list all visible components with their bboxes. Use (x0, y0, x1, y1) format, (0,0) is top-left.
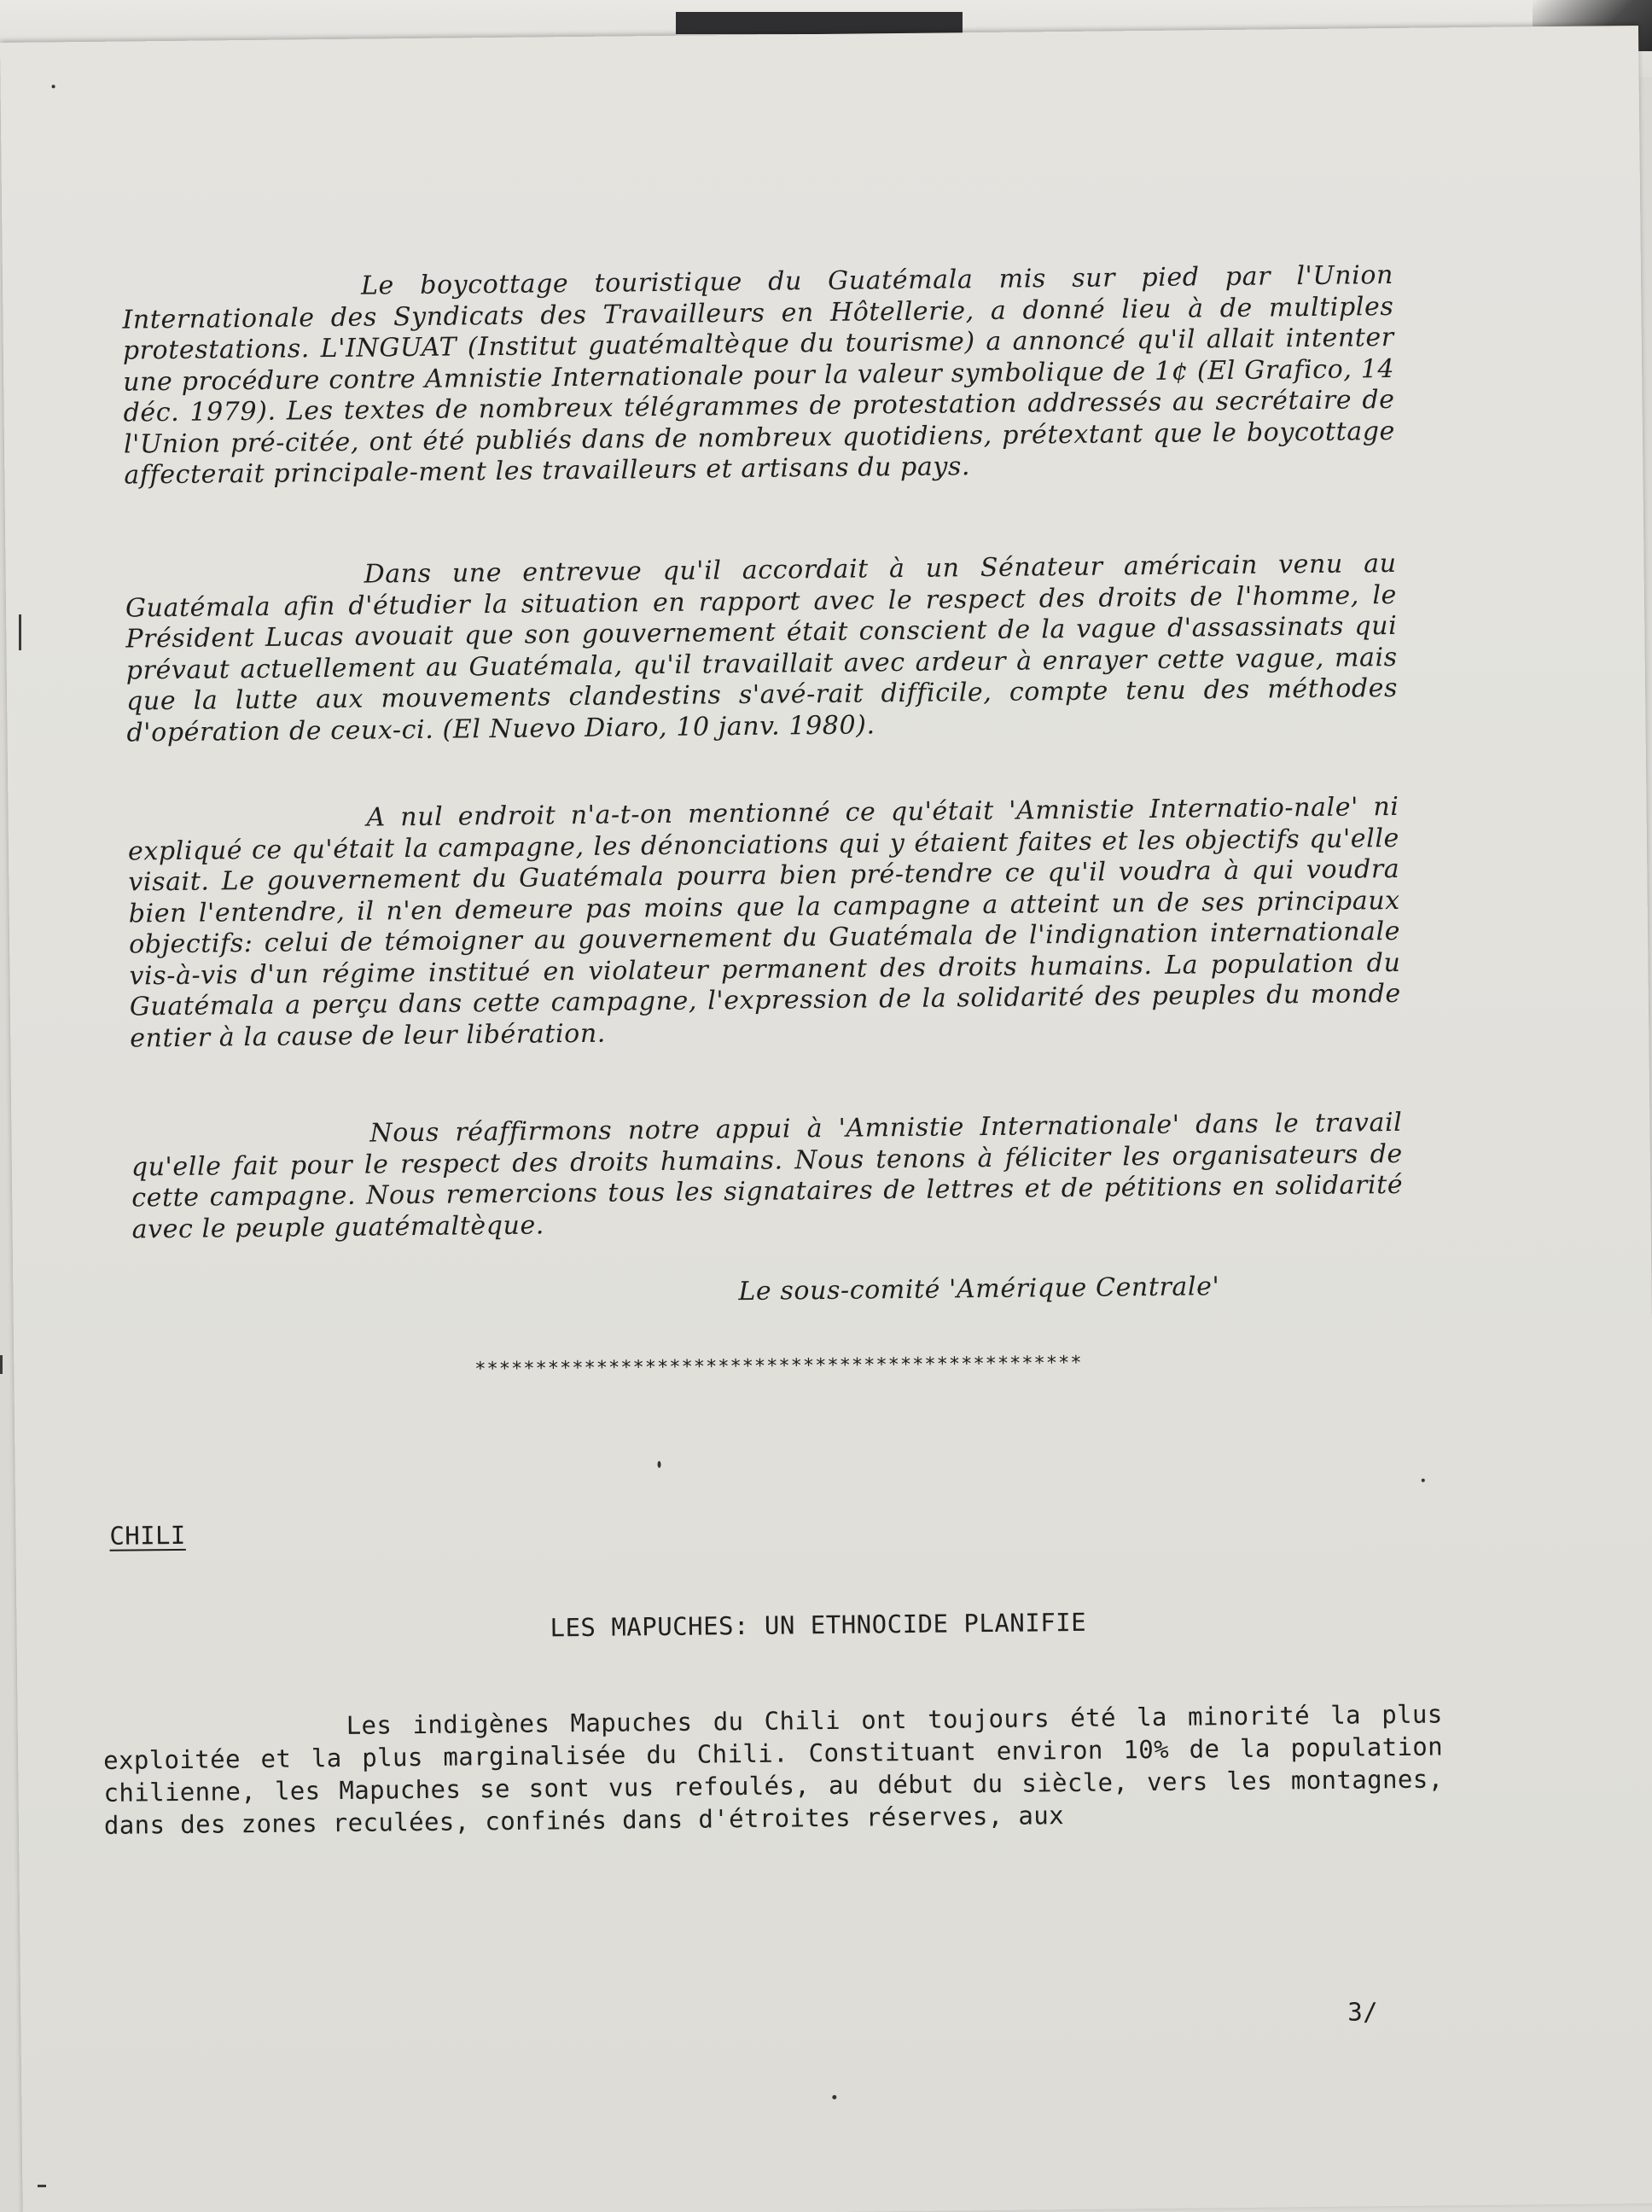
signature-line: Le sous-comité 'Amérique Centrale' (738, 1272, 1220, 1307)
paragraph-support: Nous réaffirmons notre appui à 'Amnistie Internationale' dans le travail qu'elle fait pour le respect des droits humains. Nous tenons à féliciter les organisateurs de cette campagne. Nous remercions tous les signataires de lettres et de pétitions en solidarité avec le peuple guatémaltèque. (131, 1107, 1404, 1245)
section-heading: CHILI (109, 1520, 186, 1551)
page-number: 3/ (1347, 1997, 1379, 2027)
separator-line: ************************************************** (474, 1352, 1083, 1381)
edge-mark (19, 614, 21, 650)
ink-speck (52, 84, 55, 88)
paragraph-interview: Dans une entrevue qu'il accordait à un Sénateur américain venu au Guatémala afin d'étudier la situation en rapport avec le respect des droits de l'homme, le Président Lucas avouait que son gouvernement était conscient de la vague d'assassinats qui prévaut actuellement au Guatémala, qu'il travaillait avec ardeur à enrayer cette vague, mais que la lutte aux mouvements clandestins s'avé-rait difficile, compte tenu des méthodes d'opération de ceux-ci. (El Nuevo Diaro, 10 janv. 1980). (125, 548, 1399, 748)
ink-speck (1422, 1479, 1425, 1482)
article-title: LES MAPUCHES: UN ETHNOCIDE PLANIFIE (550, 1607, 1087, 1643)
edge-mark (38, 2185, 46, 2187)
underlying-sheet-tab (676, 12, 963, 34)
ink-speck (832, 2095, 836, 2099)
paragraph-mapuches: Les indigènes Mapuches du Chili ont toujours été la minorité la plus exploitée et la plus marginalisée du Chili. Constituant environ 10% de la population chilienne, les Mapuches se sont vus refoulés, au début du siècle, vers les montagnes, dans des zones reculées, confinés dans d'étroites réserves, aux (102, 1699, 1444, 1840)
paragraph-campaign: A nul endroit n'a-t-on mentionné ce qu'était 'Amnistie Internatio-nale' ni expliqué ce qu'était la campagne, les dénonciations qui y étaient faites et les objectifs qu'elle visait. Le gouvernement du Guatémala pourra bien pré-tendre ce qu'il voudra à qui voudra bien l'entendre, il n'en demeure pas moins que la campagne a atteint un de ses principaux objectifs: celui de témoigner au gouvernement du Guatémala de l'indignation internationale vis-à-vis d'un régime institué en violateur permanent des droits humains. La population du Guatémala a perçu dans cette campagne, l'expression de la solidarité des peuples du monde entier à la cause de leur libération. (127, 791, 1401, 1054)
edge-mark (0, 1355, 3, 1374)
typed-page (0, 26, 1652, 2212)
ink-speck (657, 1461, 660, 1468)
paragraph-boycott: Le boycottage touristique du Guatémala mis sur pied par l'Union Internationale des Syndicats des Travailleurs en Hôtellerie, a donné lieu à de multiples protestations. L'INGUAT (Institut guatémaltèque du tourisme) a annoncé qu'il allait intenter une procédure contre Amnistie Internationale pour la valeur symbolique de 1¢ (El Grafico, 14 déc. 1979). Les textes de nombreux télégrammes de protestation addressés au secrétaire de l'Union pré-citée, ont été publiés dans de nombreux quotidiens, prétextant que le boycottage affecterait principale-ment les travailleurs et artisans du pays. (122, 259, 1396, 491)
